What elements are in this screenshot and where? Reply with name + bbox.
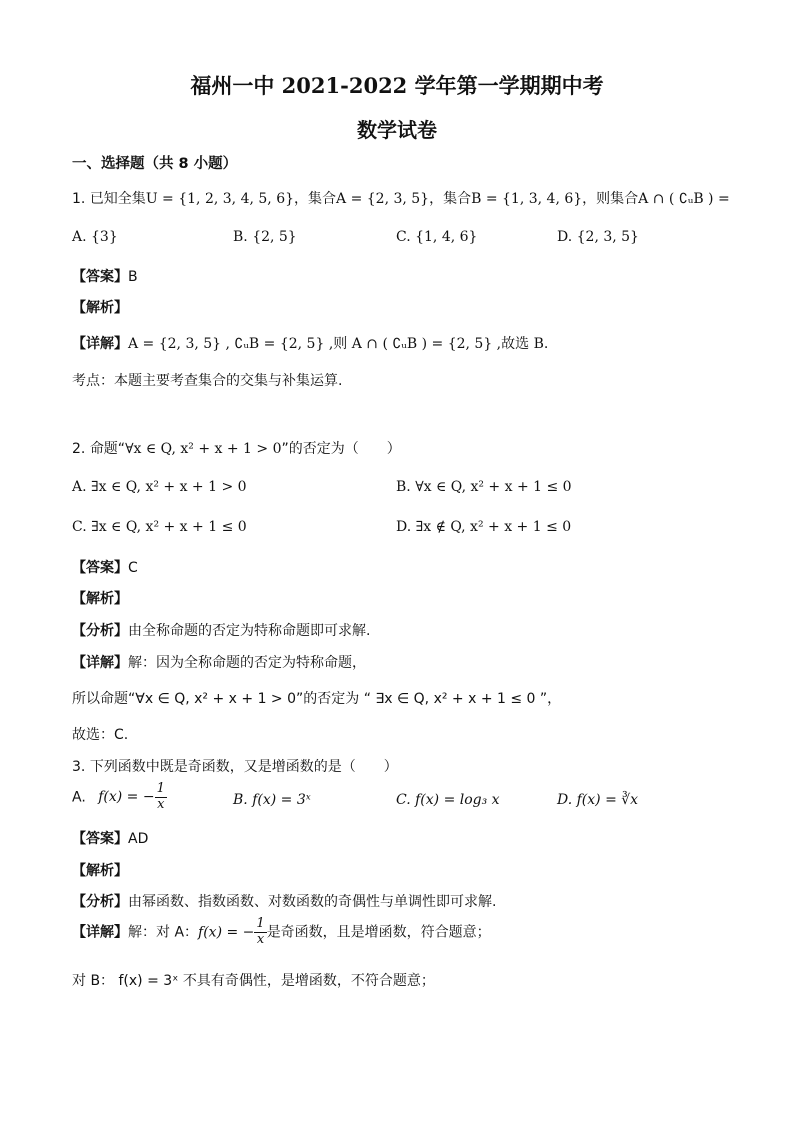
q2-option-a: A. ∃x ∈ Q, x² + x + 1 > 0 [72,479,247,495]
q1-option-c: C. {1, 4, 6} [396,229,478,245]
q3-option-c: C. f(x) = log₃ x [396,792,500,808]
q3-option-a: A. f(x) = − $\frac{1}{x}$ [72,781,165,812]
target-expression: A ∩ ( ∁ᵤB ) = [638,191,730,207]
q2-option-c: C. ∃x ∈ Q, x² + x + 1 ≤ 0 [72,519,247,535]
question-number: 2. [72,441,86,457]
q2-fenxi: 【分析】由全称命题的否定为特称命题即可求解. [72,623,371,639]
q3-option-d: D. f(x) = ∛x [557,792,639,808]
q1-option-b: B. {2, 5} [233,229,297,245]
set-a: A = {2, 3, 5} [336,191,430,207]
question-number: 3. [72,759,86,775]
q1-note: 考点：本题主要考查集合的交集与补集运算. [72,373,343,389]
fraction: $\frac{1}{x}$ [156,781,165,812]
universal-set: U = {1, 2, 3, 4, 5, 6} [145,191,295,207]
q3-detail-b: 对 B： f(x) = 3ˣ 不具有奇偶性，是增函数，不符合题意； [72,973,435,989]
q2-detail-line3: 故选：C. [72,727,129,743]
question-3: 3. 下列函数中既是奇函数，又是增函数的是（ ） [72,759,398,775]
fraction: $\frac{1}{x}$ [256,916,265,947]
q1-option-a: A. {3} [72,229,118,245]
exam-subtitle: 数学试卷 [357,118,437,142]
q2-analysis: 【解析】 [72,591,128,607]
q2-option-b: B. ∀x ∈ Q, x² + x + 1 ≤ 0 [396,479,572,495]
q2-detail: 【详解】解：因为全称命题的否定为特称命题， [72,655,366,671]
q3-analysis: 【解析】 [72,863,128,879]
q3-detail: 【详解】解：对 A：f(x) = − $\frac{1}{x}$ 是奇函数，且是增函数，符合题意； [72,916,491,947]
q3-option-b: B. f(x) = 3ˣ [233,792,311,808]
q1-analysis: 【解析】 [72,300,128,316]
q2-detail-line2: 所以命题“∀x ∈ Q, x² + x + 1 > 0”的否定为 “ ∃x ∈ Q, x² + x + 1 ≤ 0 ”， [72,691,562,707]
question-1: 1. 已知全集U = {1, 2, 3, 4, 5, 6}，集合A = {2, 3, 5}，集合B = {1, 3, 4, 6}，则集合A ∩ ( ∁ᵤB ) = [72,191,730,207]
exam-title: 福州一中 2021-2022 学年第一学期期中考 [190,73,604,98]
q1-detail: 【详解】A = {2, 3, 5} , ∁ᵤB = {2, 5} ,则 A ∩ ( ∁ᵤB ) = {2, 5} ,故选 B. [72,336,549,352]
proposition: ∀x ∈ Q, x² + x + 1 > 0 [125,441,282,457]
q1-option-d: D. {2, 3, 5} [557,229,639,245]
q2-answer: 【答案】C [72,560,138,576]
q3-answer: 【答案】AD [72,831,149,847]
section-heading: 一、选择题（共 8 小题） [72,156,238,172]
question-2: 2. 命题“∀x ∈ Q, x² + x + 1 > 0”的否定为（ ） [72,441,401,457]
q3-fenxi: 【分析】由幂函数、指数函数、对数函数的奇偶性与单调性即可求解. [72,894,497,910]
q2-option-d: D. ∃x ∉ Q, x² + x + 1 ≤ 0 [396,519,572,535]
q1-answer: 【答案】B [72,269,138,285]
question-number: 1. [72,191,86,207]
set-b: B = {1, 3, 4, 6} [471,191,583,207]
